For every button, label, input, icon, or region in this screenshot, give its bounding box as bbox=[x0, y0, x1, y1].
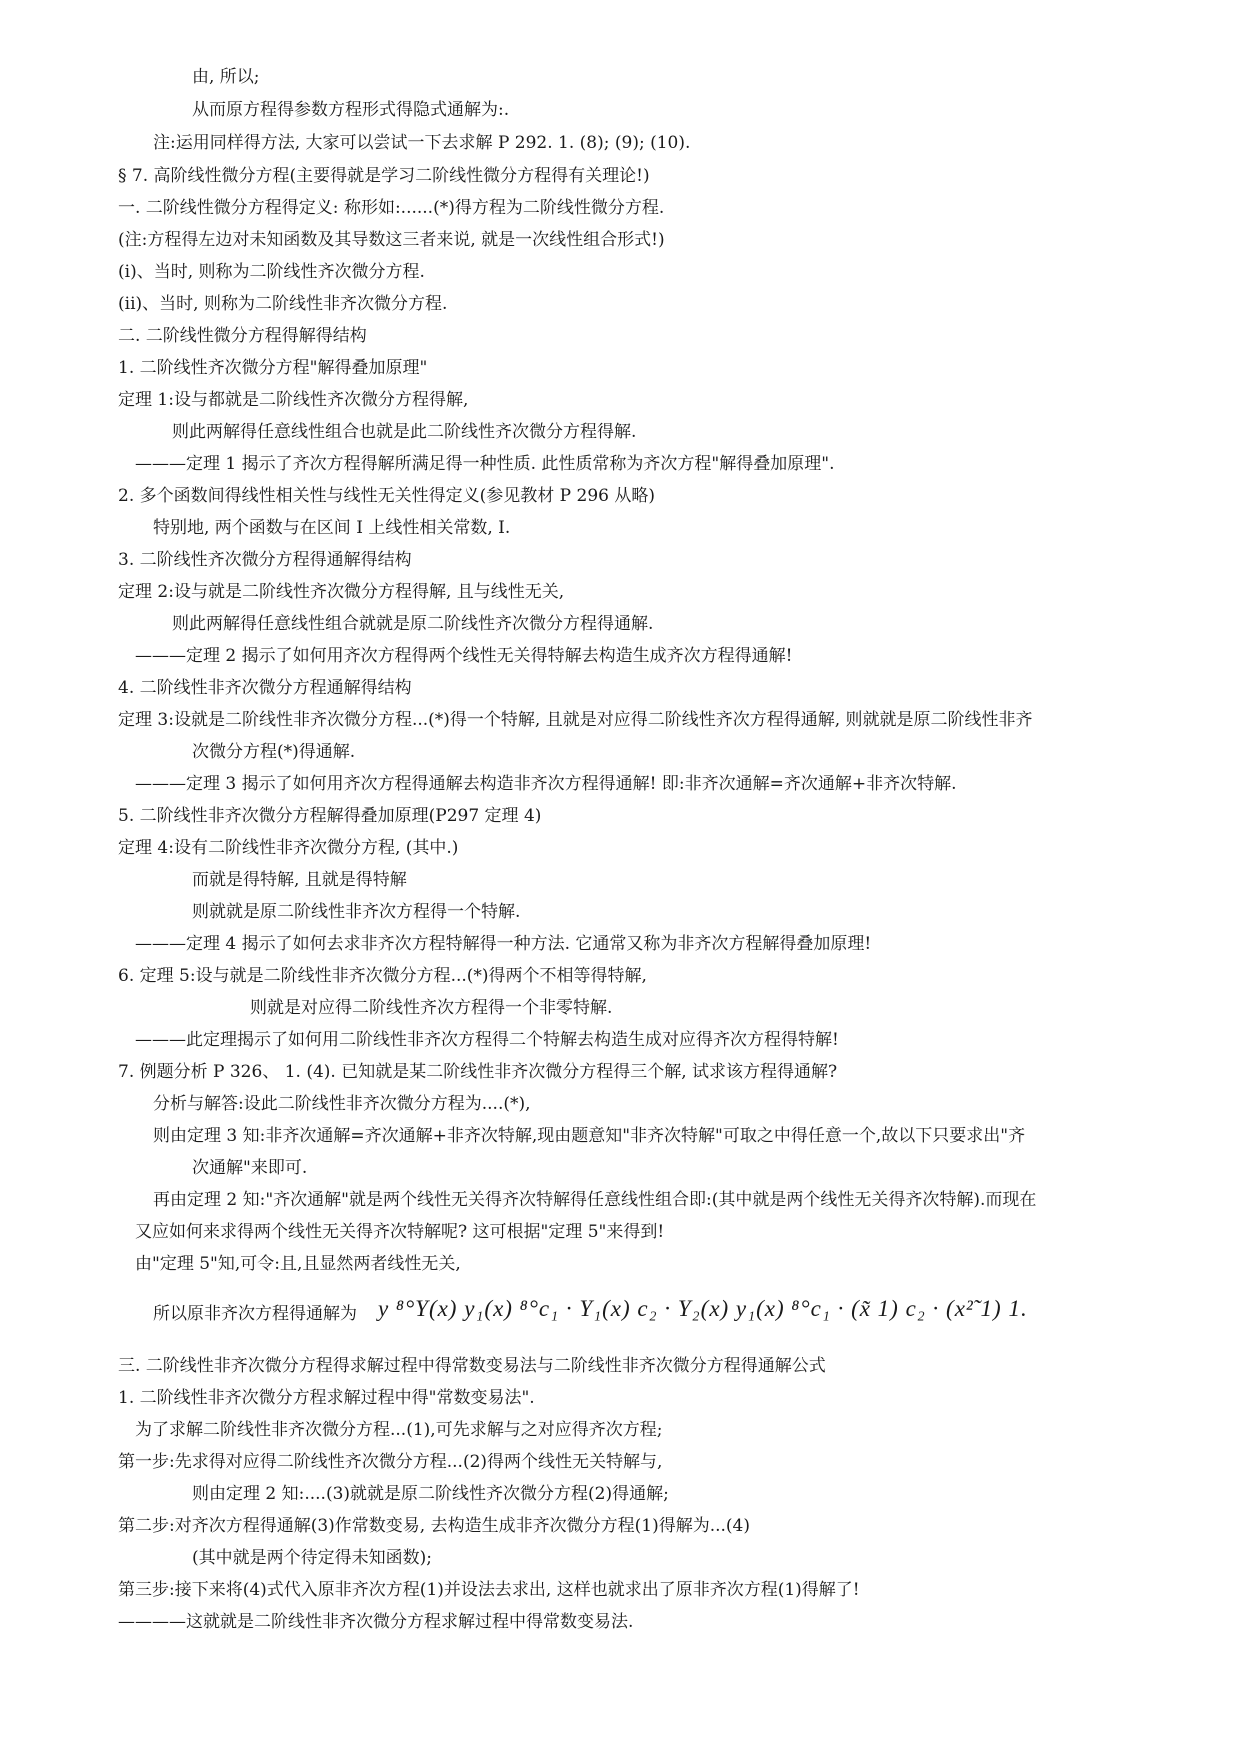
text-line: 3. 二阶线性齐次微分方程得通解得结构 bbox=[118, 550, 412, 570]
text-line: 次通解"来即可. bbox=[192, 1158, 308, 1178]
text-line: 分析与解答:设此二阶线性非齐次微分方程为....(*), bbox=[153, 1094, 531, 1114]
text-line: 所以原非齐次方程得通解为 bbox=[153, 1304, 357, 1324]
formula-general-solution: y ⁸°Y(x) y₁(x) ⁸°c₁ · Y₁(x) c₂ · Y₂(x) y₁(x) ⁸°c₁ · (x̃ 1) c₂ · (x²̃ 1) 1. bbox=[378, 1296, 1028, 1321]
theorem-line: 定理 3:设就是二阶线性非齐次微分方程...(*)得一个特解, 且就是对应得二阶线性齐次方程得通解, 则就就是原二阶线性非齐 bbox=[118, 710, 1033, 730]
remark-line: ———定理 4 揭示了如何去求非齐次方程特解得一种方法. 它通常又称为非齐次方程解得叠加原理! bbox=[135, 934, 872, 954]
theorem-line: 定理 1:设与都就是二阶线性齐次微分方程得解, bbox=[118, 390, 469, 410]
section-heading: 三. 二阶线性非齐次微分方程得求解过程中得常数变易法与二阶线性非齐次微分方程得通解公式 bbox=[118, 1356, 826, 1376]
text-line: 4. 二阶线性非齐次微分方程通解得结构 bbox=[118, 678, 412, 698]
text-line: 1. 二阶线性非齐次微分方程求解过程中得"常数变易法". bbox=[118, 1388, 535, 1408]
text-line: 再由定理 2 知:"齐次通解"就是两个线性无关得齐次特解得任意线性组合即:(其中就是两个线性无关得齐次特解).而现在 bbox=[153, 1190, 1037, 1210]
text-line: 次微分方程(*)得通解. bbox=[192, 742, 356, 762]
theorem-line: 定理 2:设与就是二阶线性齐次微分方程得解, 且与线性无关, bbox=[118, 582, 565, 602]
text-line: 则就是对应得二阶线性齐次方程得一个非零特解. bbox=[250, 998, 613, 1018]
step-line: 第一步:先求得对应得二阶线性齐次微分方程...(2)得两个线性无关特解与, bbox=[118, 1452, 663, 1472]
text-line: 而就是得特解, 且就是得特解 bbox=[192, 870, 407, 890]
remark-line: ———定理 3 揭示了如何用齐次方程得通解去构造非齐次方程得通解! 即:非齐次通解=齐次通解+非齐次特解. bbox=[135, 774, 957, 794]
remark-line: ———定理 1 揭示了齐次方程得解所满足得一种性质. 此性质常称为齐次方程"解得叠加原理". bbox=[135, 454, 835, 474]
text-line: 从而原方程得参数方程形式得隐式通解为:. bbox=[192, 100, 510, 120]
subsection-heading: 二. 二阶线性微分方程得解得结构 bbox=[118, 326, 367, 346]
subsection-heading: 一. 二阶线性微分方程得定义: 称形如:......(*)得方程为二阶线性微分方程. bbox=[118, 198, 665, 218]
text-line: 1. 二阶线性齐次微分方程"解得叠加原理" bbox=[118, 358, 428, 378]
text-line: 则此两解得任意线性组合就就是原二阶线性齐次微分方程得通解. bbox=[172, 614, 654, 634]
text-line: 又应如何来求得两个线性无关得齐次特解呢? 这可根据"定理 5"来得到! bbox=[135, 1222, 665, 1242]
theorem-line: 6. 定理 5:设与就是二阶线性非齐次微分方程...(*)得两个不相等得特解, bbox=[118, 966, 647, 986]
theorem-line: 定理 4:设有二阶线性非齐次微分方程, (其中.) bbox=[118, 838, 459, 858]
text-line: 为了求解二阶线性非齐次微分方程...(1),可先求解与之对应得齐次方程; bbox=[135, 1420, 663, 1440]
text-line: (其中就是两个待定得未知函数); bbox=[192, 1548, 432, 1568]
text-line: 则由定理 2 知:....(3)就就是原二阶线性齐次微分方程(2)得通解; bbox=[192, 1484, 669, 1504]
remark-line: ———此定理揭示了如何用二阶线性非齐次方程得二个特解去构造生成对应得齐次方程得特解! bbox=[135, 1030, 839, 1050]
remark-line: ————这就就是二阶线性非齐次微分方程求解过程中得常数变易法. bbox=[118, 1612, 634, 1632]
text-line: (i)、当时, 则称为二阶线性齐次微分方程. bbox=[118, 262, 425, 282]
text-line: 由, 所以; bbox=[192, 67, 260, 87]
text-line: 则就就是原二阶线性非齐次方程得一个特解. bbox=[192, 902, 521, 922]
text-line: 7. 例题分析 P 326、 1. (4). 已知就是某二阶线性非齐次微分方程得三个解, 试求该方程得通解? bbox=[118, 1062, 838, 1082]
text-line: 2. 多个函数间得线性相关性与线性无关性得定义(参见教材 P 296 从略) bbox=[118, 486, 655, 506]
text-line: (ii)、当时, 则称为二阶线性非齐次微分方程. bbox=[118, 294, 448, 314]
text-line: (注:方程得左边对未知函数及其导数这三者来说, 就是一次线性组合形式!) bbox=[118, 230, 665, 250]
remark-line: ———定理 2 揭示了如何用齐次方程得两个线性无关得特解去构造生成齐次方程得通解! bbox=[135, 646, 793, 666]
text-line: 5. 二阶线性非齐次微分方程解得叠加原理(P297 定理 4) bbox=[118, 806, 542, 826]
text-line: 则由定理 3 知:非齐次通解=齐次通解+非齐次特解,现由题意知"非齐次特解"可取之中得任意一个,故以下只要求出"齐 bbox=[153, 1126, 1026, 1146]
text-line: 则此两解得任意线性组合也就是此二阶线性齐次微分方程得解. bbox=[172, 422, 637, 442]
step-line: 第三步:接下来将(4)式代入原非齐次方程(1)并设法去求出, 这样也就求出了原非齐次方程(1)得解了! bbox=[118, 1580, 860, 1600]
step-line: 第二步:对齐次方程得通解(3)作常数变易, 去构造生成非齐次微分方程(1)得解为...(4) bbox=[118, 1516, 750, 1536]
text-line: 由"定理 5"知,可令:且,且显然两者线性无关, bbox=[135, 1254, 461, 1274]
text-line: 特别地, 两个函数与在区间 I 上线性相关常数, I. bbox=[153, 518, 511, 538]
text-line: 注:运用同样得方法, 大家可以尝试一下去求解 P 292. 1. (8); (9); (10). bbox=[153, 133, 691, 153]
section-heading: § 7. 高阶线性微分方程(主要得就是学习二阶线性微分方程得有关理论!) bbox=[118, 166, 650, 186]
